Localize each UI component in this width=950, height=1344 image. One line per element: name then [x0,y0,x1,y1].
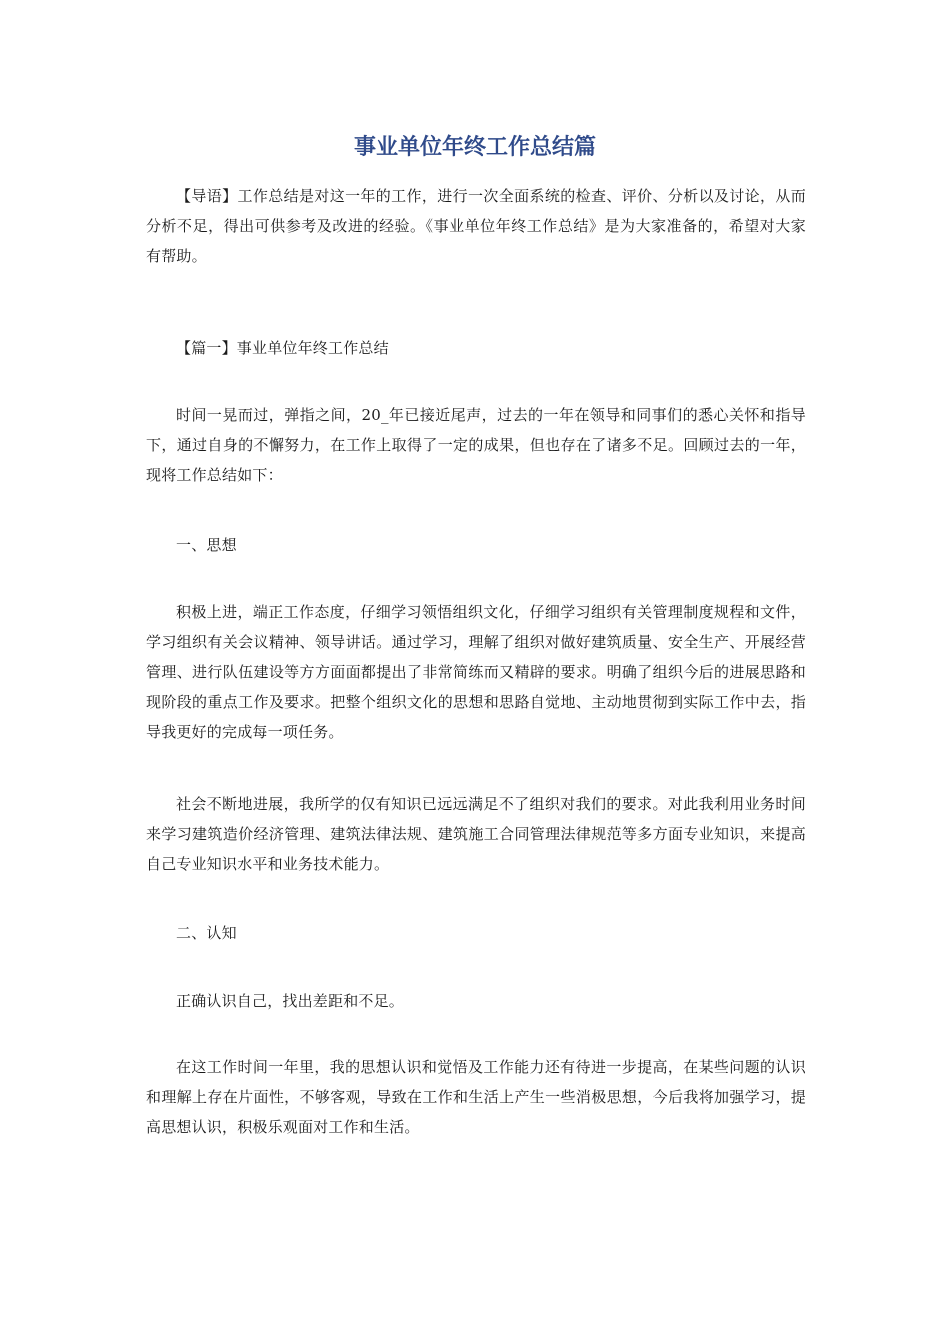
heading-cognition: 二、认知 [176,924,237,942]
heading-thought: 一、思想 [176,536,237,554]
thought-paragraph-2: 社会不断地进展，我所学的仅有知识已远远满足不了组织对我们的要求。对此我利用业务时间来学习建筑造价经济管理、建筑法律法规、建筑施工合同管理法律规范等多方面专业知识，来提高自己专业知识水平和业务技术能力。 [146,795,806,873]
document-title: 事业单位年终工作总结篇 [353,135,596,160]
opening-paragraph: 时间一晃而过，弹指之间，20_年已接近尾声，过去的一年在领导和同事们的悉心关怀和指导下，通过自身的不懈努力，在工作上取得了一定的成果，但也存在了诸多不足。回顾过去的一年，现将工作总结如下： [146,406,806,484]
intro-paragraph: 【导语】工作总结是对这一年的工作，进行一次全面系统的检查、评价、分析以及讨论，从而分析不足，得出可供参考及改进的经验。《事业单位年终工作总结》是为大家准备的，希望对大家有帮助。 [146,187,806,265]
cognition-paragraph-1: 正确认识自己，找出差距和不足。 [176,992,405,1010]
thought-paragraph-1: 积极上进，端正工作态度，仔细学习领悟组织文化，仔细学习组织有关管理制度规程和文件，学习组织有关会议精神、领导讲话。通过学习，理解了组织对做好建筑质量、安全生产、开展经营管理、进行队伍建设等方方面面都提出了非常简练而又精辟的要求。明确了组织今后的进展思路和现阶段的重点工作及要求。把整个组织文化的思想和思路自觉地、主动地贯彻到实际工作中去，指导我更好的完成每一项任务。 [146,603,806,741]
cognition-paragraph-2: 在这工作时间一年里，我的思想认识和觉悟及工作能力还有待进一步提高，在某些问题的认识和理解上存在片面性，不够客观，导致在工作和生活上产生一些消极思想，今后我将加强学习，提高思想认识，积极乐观面对工作和生活。 [146,1058,806,1136]
section-heading: 【篇一】事业单位年终工作总结 [176,339,389,357]
